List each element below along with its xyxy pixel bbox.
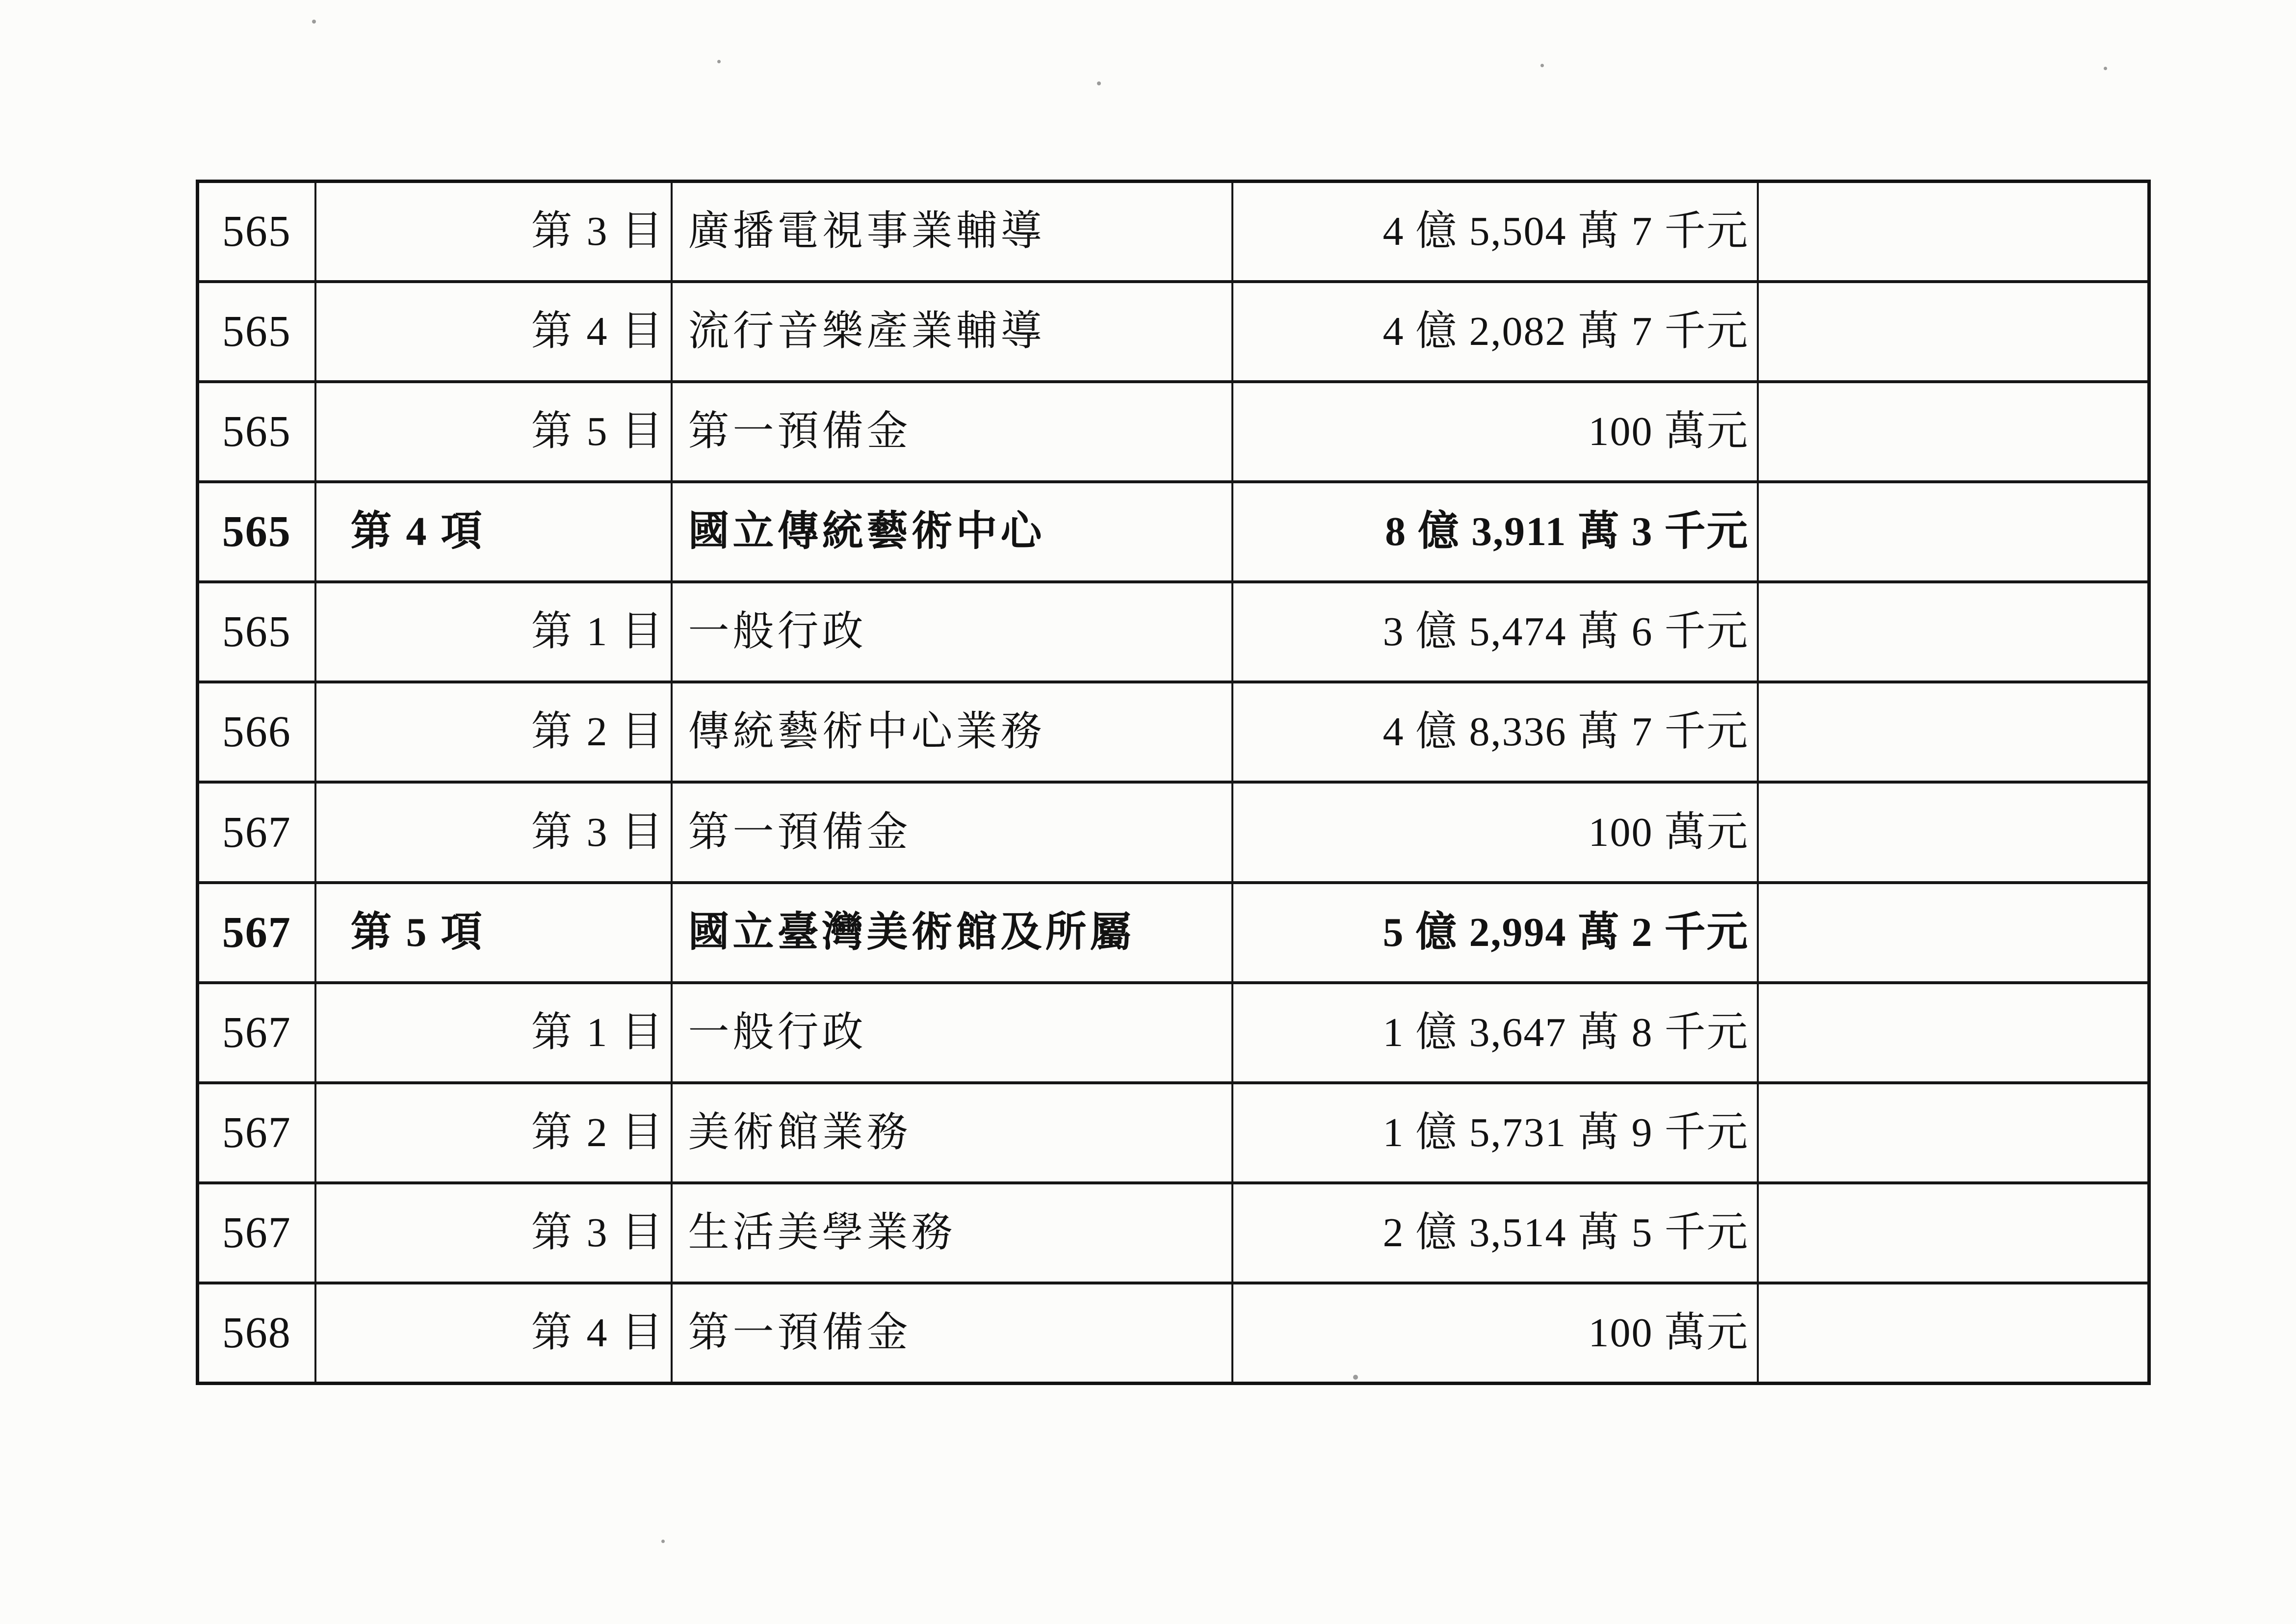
notes-cell [1758,1183,2149,1283]
amount-cell: 8 億 3,911 萬 3 千元 [1232,482,1758,582]
page-number-cell: 566 [198,682,315,782]
description-cell: 第一預備金 [672,382,1232,482]
amount-cell: 2 億 3,514 萬 5 千元 [1232,1183,1758,1283]
description-cell: 廣播電視事業輔導 [672,182,1232,282]
page-number-cell: 565 [198,582,315,682]
notes-cell [1758,182,2149,282]
amount-cell: 100 萬元 [1232,1283,1758,1383]
notes-cell [1758,682,2149,782]
notes-cell [1758,282,2149,382]
description-cell: 流行音樂產業輔導 [672,282,1232,382]
notes-cell [1758,382,2149,482]
item-label-cell: 第 5 目 [315,382,672,482]
notes-cell [1758,983,2149,1083]
table-row [198,382,2149,482]
scan-speck [661,1540,665,1543]
scan-speck [1097,81,1101,85]
notes-cell [1758,1083,2149,1183]
item-label-cell: 第 4 目 [315,1283,672,1383]
amount-cell: 4 億 5,504 萬 7 千元 [1232,182,1758,282]
table-row [198,582,2149,682]
amount-cell: 5 億 2,994 萬 2 千元 [1232,883,1758,983]
table-row [198,1283,2149,1383]
scan-speck [1353,1375,1358,1380]
page-number-cell: 568 [198,1283,315,1383]
item-label-cell: 第 3 目 [315,182,672,282]
description-cell: 一般行政 [672,983,1232,1083]
table-row [198,182,2149,282]
scan-speck [312,20,316,24]
table-row [198,682,2149,782]
amount-cell: 4 億 2,082 萬 7 千元 [1232,282,1758,382]
item-label-cell: 第 2 目 [315,1083,672,1183]
item-label-cell: 第 4 目 [315,282,672,382]
description-cell: 第一預備金 [672,782,1232,882]
notes-cell [1758,582,2149,682]
page-number-cell: 567 [198,883,315,983]
amount-cell: 100 萬元 [1232,782,1758,882]
page-number-cell: 567 [198,1083,315,1183]
description-cell: 一般行政 [672,582,1232,682]
amount-cell: 1 億 3,647 萬 8 千元 [1232,983,1758,1083]
page-number-cell: 567 [198,1183,315,1283]
page-number-cell: 565 [198,282,315,382]
page-number-cell: 565 [198,182,315,282]
item-label-cell: 第 5 項 [315,883,672,983]
description-cell: 國立臺灣美術館及所屬 [672,883,1232,983]
notes-cell [1758,782,2149,882]
table-row [198,1183,2149,1283]
table-row [198,883,2149,983]
table-row [198,1083,2149,1183]
budget-table [196,180,2151,1385]
page-number-cell: 565 [198,482,315,582]
description-cell: 美術館業務 [672,1083,1232,1183]
amount-cell: 3 億 5,474 萬 6 千元 [1232,582,1758,682]
scan-speck [2104,67,2107,70]
amount-cell: 1 億 5,731 萬 9 千元 [1232,1083,1758,1183]
description-cell: 國立傳統藝術中心 [672,482,1232,582]
item-label-cell: 第 3 目 [315,782,672,882]
page-number-cell: 565 [198,382,315,482]
notes-cell [1758,1283,2149,1383]
amount-cell: 100 萬元 [1232,382,1758,482]
item-label-cell: 第 2 目 [315,682,672,782]
item-label-cell: 第 3 目 [315,1183,672,1283]
table-row [198,282,2149,382]
notes-cell [1758,883,2149,983]
description-cell: 第一預備金 [672,1283,1232,1383]
description-cell: 生活美學業務 [672,1183,1232,1283]
amount-cell: 4 億 8,336 萬 7 千元 [1232,682,1758,782]
table-row [198,782,2149,882]
page-number-cell: 567 [198,782,315,882]
item-label-cell: 第 1 目 [315,983,672,1083]
table-row [198,482,2149,582]
table-row [198,983,2149,1083]
scan-speck [1540,64,1544,67]
page-number-cell: 567 [198,983,315,1083]
item-label-cell: 第 4 項 [315,482,672,582]
notes-cell [1758,482,2149,582]
item-label-cell: 第 1 目 [315,582,672,682]
description-cell: 傳統藝術中心業務 [672,682,1232,782]
scan-speck [717,60,721,63]
